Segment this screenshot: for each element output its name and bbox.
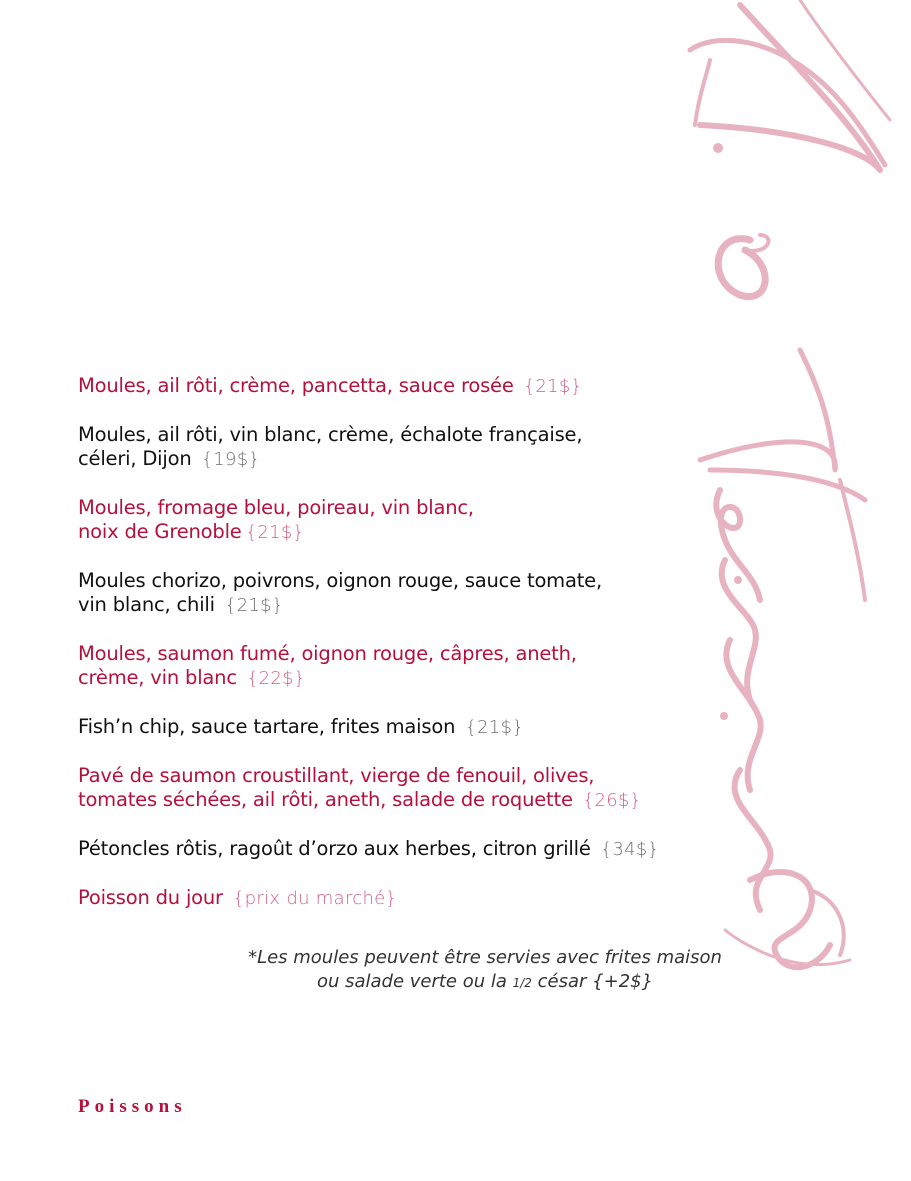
menu-item-line: Pétoncles rôtis, ragoût d’orzo aux herbes, citron grillé {34$} (78, 837, 660, 860)
menu-item-line: tomates séchées, ail rôti, aneth, salade de roquette {26$} (78, 788, 642, 811)
menu-item-line: Poisson du jour {prix du marché} (78, 886, 398, 909)
menu-item-line: crème, vin blanc {22$} (78, 666, 306, 689)
menu-item-price: {22$} (246, 668, 306, 689)
mussels-side-note (200, 946, 770, 995)
menu-item (78, 886, 718, 911)
menu-item-line: Moules, ail rôti, vin blanc, crème, échalote française, (78, 423, 583, 446)
section-title: Poissons (78, 1096, 187, 1117)
note-line-2: ou salade verte ou la 1/2 césar {+2$} (316, 971, 654, 992)
menu-item-line: noix de Grenoble {21$} (78, 520, 305, 543)
menu-item-line: Moules, saumon fumé, oignon rouge, câpres, aneth, (78, 642, 577, 665)
menu-item (78, 569, 718, 618)
menu-item-price: {21$} (245, 522, 305, 543)
menu-item (78, 423, 718, 472)
menu-item (78, 496, 718, 545)
menu-item (78, 642, 718, 691)
menu-item (78, 764, 718, 813)
menu-items-list (78, 374, 718, 935)
menu-item (78, 837, 718, 862)
menu-item-line: Fish’n chip, sauce tartare, frites maison {21$} (78, 715, 525, 738)
menu-item-price: {26$} (582, 790, 642, 811)
menu-item-price: {21$} (224, 595, 284, 616)
menu-item-line: céleri, Dijon {19$} (78, 447, 261, 470)
menu-item-price: {prix du marché} (232, 888, 398, 909)
menu-item-line: vin blanc, chili {21$} (78, 593, 284, 616)
menu-item (78, 715, 718, 740)
menu-item-line: Moules, ail rôti, crème, pancetta, sauce rosée {21$} (78, 374, 583, 397)
menu-item-price: {34$} (600, 839, 660, 860)
menu-item-line: Moules chorizo, poivrons, oignon rouge, sauce tomate, (78, 569, 602, 592)
menu-item-price: {21$} (465, 717, 525, 738)
menu-item (78, 374, 718, 399)
menu-item-line: Pavé de saumon croustillant, vierge de fenouil, olives, (78, 764, 595, 787)
menu-item-price: {21$} (523, 376, 583, 397)
note-line-1: *Les moules peuvent être servies avec frites maison (248, 947, 722, 968)
menu-item-line: Moules, fromage bleu, poireau, vin blanc, (78, 496, 474, 519)
fraction-half: 1/2 (512, 976, 532, 990)
menu-item-price: {19$} (201, 449, 261, 470)
